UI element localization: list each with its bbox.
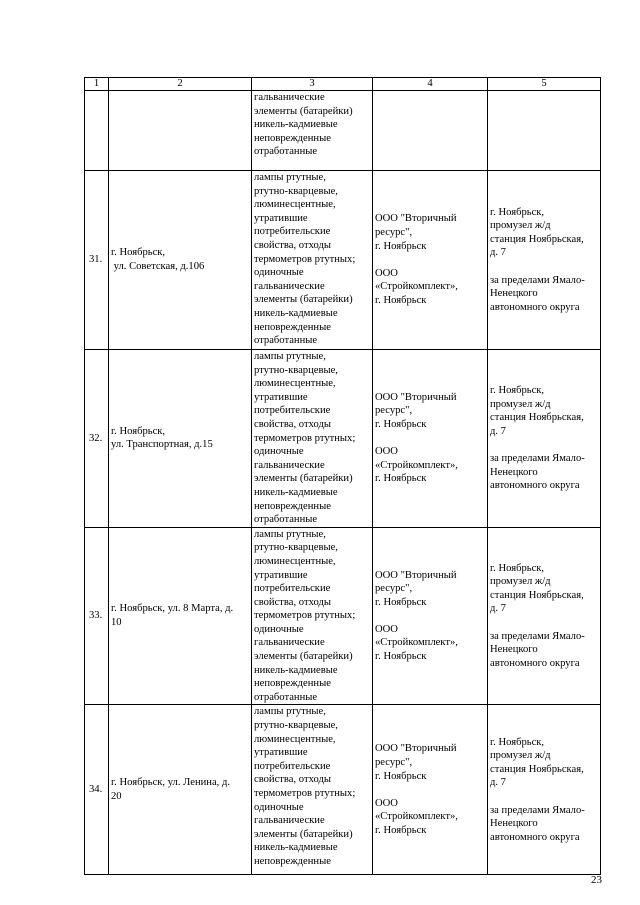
address-cell bbox=[109, 527, 252, 705]
waste-line: гальванические bbox=[254, 815, 325, 827]
waste-line: неповрежденные bbox=[254, 321, 331, 333]
collection-point-row bbox=[85, 171, 601, 350]
waste-line: отработанные bbox=[254, 514, 318, 526]
destination-line: за пределами Ямало- bbox=[490, 274, 585, 286]
operator-line: ООО "Вторичный bbox=[375, 569, 457, 581]
destination-line: д. 7 bbox=[490, 777, 506, 789]
continuation-row bbox=[85, 91, 601, 171]
column-number: 3 bbox=[252, 78, 373, 91]
waste-line: элементы (батарейки) bbox=[254, 105, 353, 117]
destination-line: автономного округа bbox=[490, 480, 580, 492]
destination-line: Ненецкого bbox=[490, 644, 538, 656]
waste-line: одиночные bbox=[254, 623, 304, 635]
row-number: 33. bbox=[85, 527, 109, 705]
waste-line: люминесцентные, bbox=[254, 555, 336, 567]
destination-line: промузел ж/д bbox=[490, 398, 551, 410]
waste-line: термометров ртутных; bbox=[254, 253, 356, 265]
waste-line: свойства, отходы bbox=[254, 239, 331, 251]
row-number: 32. bbox=[85, 350, 109, 528]
operator-line: г. Ноябрьск bbox=[375, 473, 427, 485]
waste-line: отработанные bbox=[254, 335, 318, 347]
waste-line: одиночные bbox=[254, 267, 304, 279]
destination-line: г. Ноябрьск, bbox=[490, 206, 545, 218]
waste-line: люминесцентные, bbox=[254, 733, 336, 745]
waste-line: ртутно-кварцевые, bbox=[254, 364, 338, 376]
destination-line: Ненецкого bbox=[490, 288, 538, 300]
waste-line: термометров ртутных; bbox=[254, 432, 356, 444]
operator-line: ресурс", bbox=[375, 583, 413, 595]
operator-line: ООО bbox=[375, 797, 398, 809]
waste-line: неповрежденные bbox=[254, 855, 331, 867]
waste-line: никель-кадмиевые bbox=[254, 486, 338, 498]
waste-line: лампы ртутные, bbox=[254, 528, 326, 540]
waste-line: ртутно-кварцевые, bbox=[254, 720, 338, 732]
destination-line: г. Ноябрьск, bbox=[490, 562, 545, 574]
waste-line: ртутно-кварцевые, bbox=[254, 185, 338, 197]
destination-line: г. Ноябрьск, bbox=[490, 384, 545, 396]
operators-cell bbox=[373, 527, 488, 705]
waste-line: термометров ртутных; bbox=[254, 788, 356, 799]
waste-line: лампы ртутные, bbox=[254, 172, 326, 183]
waste-types-cell bbox=[252, 705, 373, 875]
waste-line: свойства, отходы bbox=[254, 596, 331, 608]
destination-line: станция Ноябрьская, bbox=[490, 233, 584, 245]
destination-line: за пределами Ямало- bbox=[490, 630, 585, 642]
operator-line: ООО bbox=[375, 623, 398, 635]
destination-line: промузел ж/д bbox=[490, 750, 551, 762]
waste-line: утратившие bbox=[254, 747, 308, 759]
destination-line: д. 7 bbox=[490, 247, 506, 259]
destination-line: промузел ж/д bbox=[490, 220, 551, 232]
destinations-cell bbox=[488, 705, 601, 875]
address-line: г. Ноябрьск, ул. Ленина, д. bbox=[111, 777, 231, 789]
waste-types-cell bbox=[252, 91, 373, 171]
operator-line: ООО "Вторичный bbox=[375, 743, 457, 755]
waste-line: свойства, отходы bbox=[254, 418, 331, 430]
operator-line: г. Ноябрьск bbox=[375, 418, 427, 430]
destination-line: Ненецкого bbox=[490, 818, 538, 830]
waste-line: элементы (батарейки) bbox=[254, 294, 353, 306]
address-cell bbox=[109, 350, 252, 528]
destination-line: автономного округа bbox=[490, 301, 580, 313]
waste-line: термометров ртутных; bbox=[254, 610, 356, 622]
address-line: г. Ноябрьск, bbox=[111, 425, 166, 437]
operator-line: ООО bbox=[375, 267, 398, 279]
address-cell bbox=[109, 705, 252, 875]
address-line: ул. Советская, д.106 bbox=[111, 261, 205, 272]
operator-line: ООО "Вторичный bbox=[375, 213, 457, 225]
waste-line: потребительские bbox=[254, 760, 331, 772]
operator-line: г. Ноябрьск bbox=[375, 651, 427, 663]
operator-line: ресурс", bbox=[375, 405, 413, 417]
waste-line: потребительские bbox=[254, 583, 331, 595]
waste-line: гальванические bbox=[254, 92, 325, 103]
waste-line: гальванические bbox=[254, 459, 325, 471]
operator-line: ООО bbox=[375, 446, 398, 458]
waste-line: гальванические bbox=[254, 637, 325, 649]
waste-line: потребительские bbox=[254, 226, 331, 238]
address-cell bbox=[109, 171, 252, 350]
column-number: 2 bbox=[109, 78, 252, 91]
collection-point-row bbox=[85, 705, 601, 875]
collection-point-row bbox=[85, 527, 601, 705]
waste-line: утратившие bbox=[254, 569, 308, 581]
waste-line: одиночные bbox=[254, 801, 304, 813]
operator-line: «Стройкомплект», bbox=[375, 281, 458, 293]
waste-line: неповрежденные bbox=[254, 678, 331, 690]
waste-line: элементы (батарейки) bbox=[254, 651, 353, 663]
waste-line: никель-кадмиевые bbox=[254, 842, 338, 854]
address-line: ул. Транспортная, д.15 bbox=[111, 439, 213, 451]
address-line: 20 bbox=[111, 790, 122, 802]
destination-line: промузел ж/д bbox=[490, 576, 551, 588]
column-number: 4 bbox=[373, 78, 488, 91]
waste-types-cell bbox=[252, 350, 373, 528]
destinations-cell bbox=[488, 350, 601, 528]
waste-types-cell bbox=[252, 171, 373, 350]
waste-line: никель-кадмиевые bbox=[254, 664, 338, 676]
waste-line: неповрежденные bbox=[254, 132, 331, 144]
waste-line: элементы (батарейки) bbox=[254, 473, 353, 485]
operator-line: г. Ноябрьск bbox=[375, 294, 427, 306]
operator-line: ресурс", bbox=[375, 756, 413, 768]
operator-line: г. Ноябрьск bbox=[375, 596, 427, 608]
waste-line: ртутно-кварцевые, bbox=[254, 542, 338, 554]
destination-line: станция Ноябрьская, bbox=[490, 589, 584, 601]
waste-line: неповрежденные bbox=[254, 500, 331, 512]
operators-cell bbox=[373, 705, 488, 875]
destination-line: г. Ноябрьск, bbox=[490, 736, 545, 748]
waste-line: люминесцентные, bbox=[254, 378, 336, 390]
waste-line: никель-кадмиевые bbox=[254, 307, 338, 319]
address-line: г. Ноябрьск, bbox=[111, 247, 166, 259]
column-number-row bbox=[85, 78, 601, 91]
operators-cell bbox=[373, 350, 488, 528]
row-number: 34. bbox=[85, 705, 109, 875]
operator-line: «Стройкомплект», bbox=[375, 459, 458, 471]
waste-line: лампы ртутные, bbox=[254, 706, 326, 718]
column-number: 5 bbox=[488, 78, 601, 91]
waste-line: гальванические bbox=[254, 280, 325, 292]
destination-line: за пределами Ямало- bbox=[490, 804, 585, 816]
page-number: 23 bbox=[591, 874, 602, 886]
operator-line: «Стройкомплект», bbox=[375, 811, 458, 823]
destinations-cell bbox=[488, 527, 601, 705]
waste-line: люминесцентные, bbox=[254, 199, 336, 211]
operator-line: г. Ноябрьск bbox=[375, 240, 427, 252]
waste-line: отработанные bbox=[254, 146, 318, 158]
address-line: г. Ноябрьск, ул. 8 Марта, д. bbox=[111, 603, 234, 615]
waste-line: одиночные bbox=[254, 446, 304, 458]
waste-line: утратившие bbox=[254, 391, 308, 403]
operators-cell bbox=[373, 171, 488, 350]
waste-line: элементы (батарейки) bbox=[254, 828, 353, 840]
collection-point-row bbox=[85, 350, 601, 528]
destination-line: автономного округа bbox=[490, 831, 580, 843]
waste-types-cell bbox=[252, 527, 373, 705]
destination-line: д. 7 bbox=[490, 425, 506, 437]
destinations-cell bbox=[488, 171, 601, 350]
waste-line: никель-кадмиевые bbox=[254, 119, 338, 131]
destination-line: Ненецкого bbox=[490, 466, 538, 478]
operator-line: г. Ноябрьск bbox=[375, 770, 427, 782]
operator-line: ресурс", bbox=[375, 227, 413, 239]
waste-line: лампы ртутные, bbox=[254, 351, 326, 362]
operator-line: ООО "Вторичный bbox=[375, 391, 457, 403]
waste-line: утратившие bbox=[254, 212, 308, 224]
collection-points-table bbox=[84, 77, 601, 875]
destination-line: автономного округа bbox=[490, 657, 580, 669]
waste-line: потребительские bbox=[254, 405, 331, 417]
operator-line: г. Ноябрьск bbox=[375, 824, 427, 836]
waste-line: отработанные bbox=[254, 691, 318, 703]
operator-line: «Стройкомплект», bbox=[375, 637, 458, 649]
address-line: 10 bbox=[111, 617, 122, 629]
column-number: 1 bbox=[85, 78, 109, 91]
destination-line: за пределами Ямало- bbox=[490, 452, 585, 464]
waste-line: свойства, отходы bbox=[254, 774, 331, 786]
destination-line: станция Ноябрьская, bbox=[490, 412, 584, 424]
row-number: 31. bbox=[85, 171, 109, 350]
destination-line: станция Ноябрьская, bbox=[490, 763, 584, 775]
destination-line: д. 7 bbox=[490, 603, 506, 615]
